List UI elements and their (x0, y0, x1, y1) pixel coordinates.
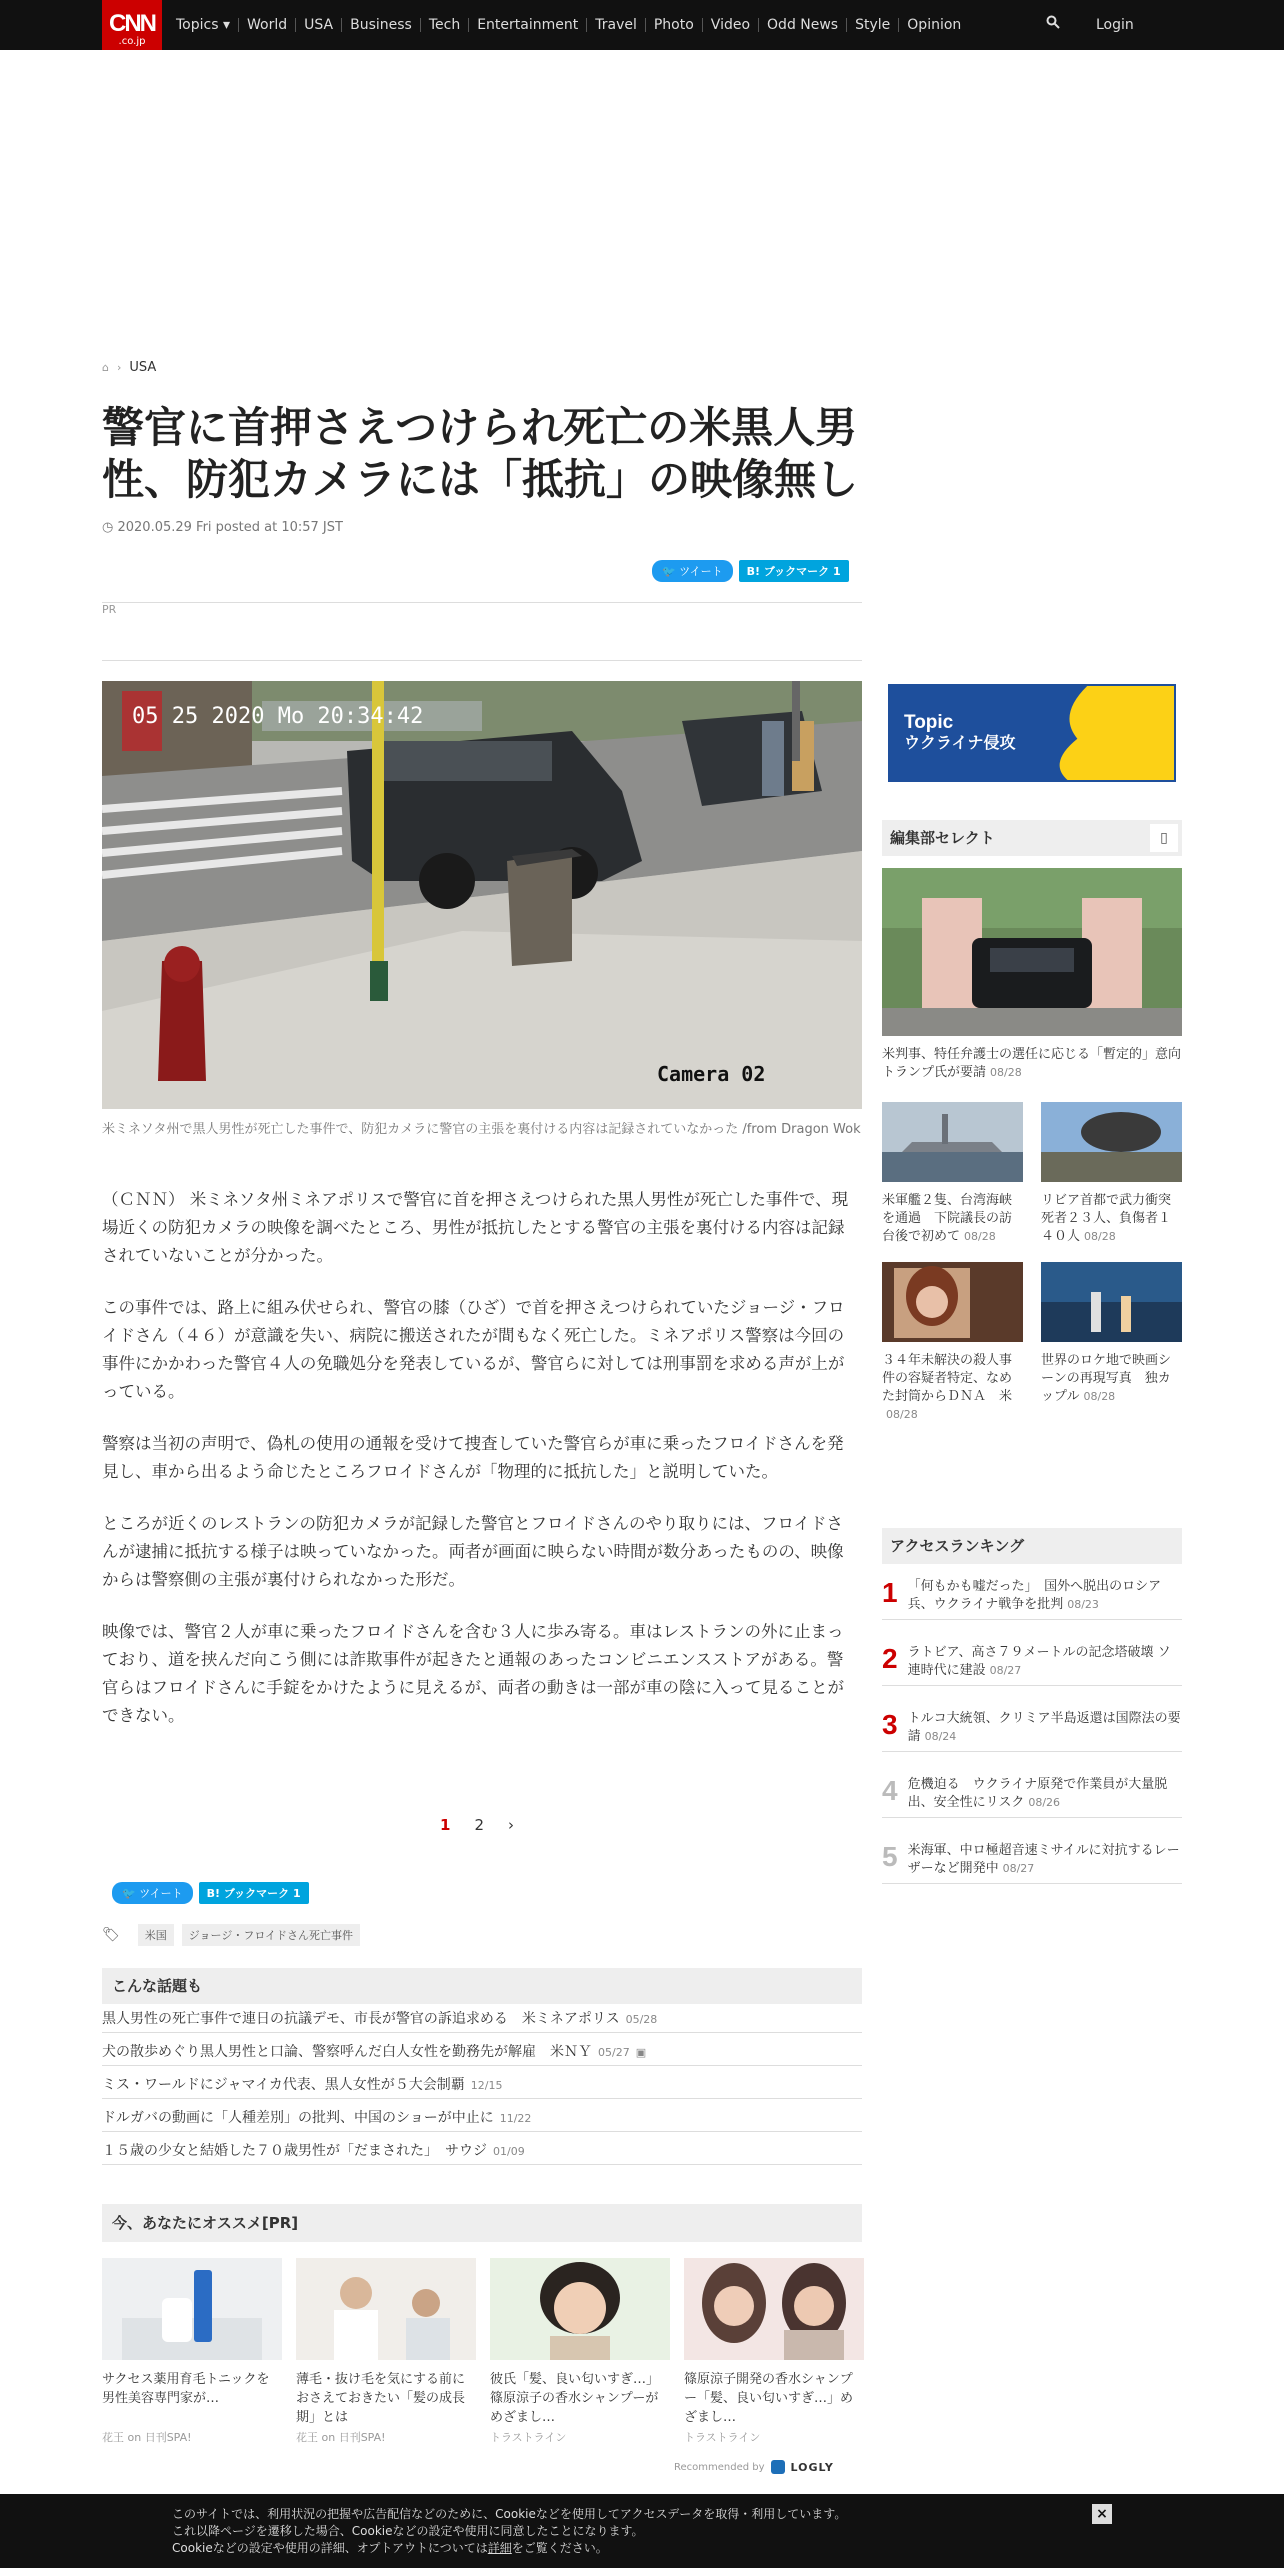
topic-banner[interactable] (888, 684, 1176, 782)
nav-style[interactable]: Style (846, 18, 898, 32)
recommend-card[interactable] (490, 2258, 670, 2445)
editor-item-text (882, 1352, 1023, 1424)
article-photo (102, 681, 862, 1109)
recommended-by (674, 2460, 834, 2474)
article-date (102, 520, 343, 535)
recommend-image (296, 2258, 476, 2360)
pagination (440, 1816, 514, 1834)
cookie-line-1: このサイトでは、利用状況の把握や広告配信などのために、Cookieなどを使用してアクセスデータを取得・利用しています。 (172, 2507, 847, 2521)
ranking-heading (882, 1528, 1182, 1564)
chevron-right-icon: › (116, 361, 122, 374)
editor-item-text (882, 1192, 1023, 1246)
search-icon[interactable] (1046, 14, 1060, 33)
hatena-bookmark-button[interactable] (199, 1882, 309, 1904)
recommend-source: トラストライン (684, 2431, 761, 2444)
hatena-label: B! ブックマーク (746, 565, 830, 578)
ranking-item[interactable] (882, 1702, 1182, 1752)
editor-title: 米軍艦２隻、台湾海峡を通過 下院議長の訪台後で初めて (882, 1193, 1013, 1244)
nav-opinion[interactable]: Opinion (898, 18, 969, 32)
editor-main-text (882, 1046, 1195, 1082)
tag-icon: 🏷 (102, 1927, 120, 1943)
related-date: 01/09 (493, 2145, 525, 2158)
related-heading: こんな話題も (102, 1968, 862, 2004)
paragraph: 映像では、警官２人が車に乗ったフロイドさんを含む３人に歩み寄る。車はレストランの外に止まっており、道を挟んだ向こう側には詐欺事件が起きたと通報のあったコンビニエンスストアがある。警官らはフロイドさんに手錠をかけたように見えるが、両者の動きは一部が車の陰に入って見ることができない。 (102, 1622, 845, 1725)
cookie-line-3 (172, 2540, 846, 2557)
editor-item-image (882, 1102, 1023, 1182)
rank-number: 3 (882, 1709, 898, 1740)
related-item[interactable] (102, 2105, 862, 2132)
paragraph: （ＣＮＮ） 米ミネソタ州ミネアポリスで警官に首を押さえつけられた黒人男性が死亡した事件で、現場近くの防犯カメラの映像を調べたところ、男性が抵抗したとする警官の主張を裏付ける内容は記録されていないことが分かった。 (102, 1190, 849, 1265)
hatena-label: B! ブックマーク (206, 1887, 290, 1900)
cookie-line-2: これ以降ページを遷移した場合、Cookieなどの設定や使用に同意したことになります。 (172, 2524, 644, 2538)
related-item[interactable] (102, 2006, 862, 2033)
hatena-count: 1 (292, 1887, 301, 1900)
recommend-image (490, 2258, 670, 2360)
nav-topics[interactable]: Topics ▾ (176, 17, 230, 33)
topic-banner-title: ウクライナ侵攻 (904, 735, 1016, 752)
nav-video[interactable]: Video (702, 18, 758, 32)
pr-divider (102, 602, 862, 603)
breadcrumb-usa[interactable]: USA (129, 360, 157, 375)
nav-entertainment[interactable]: Entertainment (468, 18, 586, 32)
related-title: 犬の散歩めぐり黒人男性と口論、警察呼んだ白人女性を勤務先が解雇 米ＮＹ (102, 2044, 592, 2060)
editor-main-image (882, 868, 1182, 1036)
nav-photo[interactable]: Photo (645, 18, 702, 32)
photo-camera-label: Camera 02 (657, 1062, 766, 1086)
editor-item-image (1041, 1102, 1182, 1182)
clock-icon: ◷ (102, 520, 118, 535)
editor-date: 08/28 (990, 1066, 1022, 1079)
editor-title: 米判事、特任弁護士の選任に応じる「暫定的」意向 トランプ氏が要請 (882, 1047, 1195, 1080)
share-buttons-bottom (112, 1882, 309, 1904)
ranking-item[interactable] (882, 1570, 1182, 1620)
page-1[interactable]: 1 (440, 1816, 451, 1834)
rank-text (908, 1776, 1182, 1809)
paragraph: この事件では、路上に組み伏せられ、警官の膝（ひざ）で首を押さえつけられていたジョージ・フロイドさん（４６）が意識を失い、病院に搬送されたが間もなく死亡した。ミネアポリス警察は今回の事件にかかわった警官４人の免職処分を発表しているが、警官らに対しては刑事罰を求める声が上がっている。 (102, 1298, 845, 1401)
related-title: １５歳の少女と結婚した７０歳男性が「だまされた」 サウジ (102, 2143, 487, 2159)
hatena-count: 1 (832, 565, 841, 578)
recommended-by-label: Recommended by (674, 2461, 765, 2473)
related-date: 12/15 (470, 2079, 503, 2092)
related-date: 11/22 (499, 2112, 532, 2125)
cookie-banner (0, 2494, 1284, 2568)
paragraph: 警察は当初の声明で、偽札の使用の通報を受けて捜査していた警官らが車に乗ったフロイドさんを発見し、車から出るよう命じたところフロイドさんが「物理的に抵抗した」と説明していた。 (102, 1434, 844, 1481)
tag-item[interactable]: ジョージ・フロイドさん死亡事件 (182, 1924, 360, 1946)
rank-title: ラトビア、高さ７９メートルの記念塔破壊 ソ連時代に建設 (907, 1645, 1171, 1678)
recommend-card[interactable] (296, 2258, 476, 2445)
ranking-item[interactable] (882, 1768, 1182, 1818)
rank-number: 5 (882, 1841, 898, 1872)
logly-logo[interactable]: LOGLY (790, 2460, 834, 2474)
recommend-title: 篠原涼子開発の香水シャンプー「髪、良い匂いすぎ…」めざまし… (684, 2372, 854, 2425)
related-title: 黒人男性の死亡事件で連日の抗議デモ、市長が警官の訴追求める 米ミネアポリス (102, 2011, 620, 2027)
nav-usa[interactable]: USA (295, 18, 341, 32)
title-line-1: 警官に首押さえつけられ死亡の米黒人男 (102, 403, 858, 452)
editor-date: 08/28 (1083, 1390, 1116, 1403)
ad-space (0, 50, 1284, 350)
editor-date: 08/28 (886, 1408, 918, 1421)
recommend-source: 花王 on 日刊SPA! (296, 2431, 386, 2444)
next-page-icon[interactable]: › (507, 1816, 514, 1834)
editor-title: リビア首都で武力衝突 死者２３人、負傷者１４０人 (1041, 1193, 1185, 1244)
date-text: 2020.05.29 Fri posted at 10:57 JST (117, 520, 343, 535)
ranking-item[interactable] (882, 1834, 1182, 1884)
rank-number: 2 (882, 1643, 898, 1674)
page-2[interactable]: 2 (474, 1816, 484, 1834)
recommend-source: 花王 on 日刊SPA! (102, 2431, 192, 2444)
nav-tech[interactable]: Tech (420, 18, 468, 32)
editor-grid (882, 1102, 1185, 1424)
site-header (0, 0, 1284, 50)
share-buttons-top (652, 560, 849, 582)
hatena-bookmark-button[interactable] (739, 560, 849, 582)
pr-label: PR (102, 603, 122, 616)
rank-date: 08/23 (1067, 1598, 1099, 1611)
tag-item[interactable]: 米国 (138, 1924, 174, 1946)
rank-text (908, 1644, 1182, 1677)
breadcrumb (102, 360, 156, 375)
editor-date: 08/28 (1084, 1230, 1116, 1243)
recommend-source: トラストライン (490, 2431, 567, 2444)
editor-item[interactable] (1041, 1262, 1182, 1424)
login-link[interactable]: Login (1096, 17, 1134, 33)
editor-item-text (1041, 1352, 1182, 1406)
editor-item-text (1041, 1192, 1185, 1246)
rank-title: トルコ大統領、クリミア半島返還は国際法の要請 (907, 1711, 1181, 1744)
logly-logo-icon (771, 2460, 785, 2474)
related-date: 05/28 (625, 2013, 658, 2026)
twitter-icon: 🐦 (662, 565, 680, 578)
rank-number: 1 (882, 1577, 898, 1608)
rank-text (908, 1710, 1182, 1743)
tweet-button[interactable] (112, 1882, 193, 1904)
recommend-card[interactable] (102, 2258, 282, 2445)
recommend-heading: 今、あなたにオススメ[PR] (102, 2204, 862, 2242)
recommend-list (102, 2258, 864, 2445)
editor-item-image (882, 1262, 1023, 1342)
rank-title: 危機迫る ウクライナ原発で作業員が大量脱出、安全性にリスク (907, 1777, 1168, 1810)
article-title (102, 402, 862, 506)
editor-title: 世界のロケ地で映画シーンの再現写真 独カップル (1041, 1353, 1172, 1404)
recommend-title: 薄毛・抜け毛を気にする前におさえておきたい「髪の成長期」とは (296, 2372, 466, 2425)
related-title: ミス・ワールドにジャマイカ代表、黒人女性が５大会制覇 (102, 2077, 465, 2093)
twitter-icon: 🐦 (122, 1887, 140, 1900)
nav-world[interactable]: World (238, 18, 295, 32)
recommend-title: サクセス薬用育毛トニックを 男性美容専門家が… (102, 2372, 270, 2406)
editor-select-title: 編集部セレクト (890, 829, 995, 847)
related-list (102, 2006, 862, 2171)
related-item[interactable] (102, 2072, 862, 2099)
rank-date: 08/27 (1002, 1862, 1035, 1875)
rank-date: 08/26 (1028, 1796, 1061, 1809)
cookie-text (172, 2506, 846, 2557)
ranking-title: アクセスランキング (890, 1537, 1025, 1555)
more-icon[interactable]: ▯ (1150, 824, 1178, 852)
editor-item-image (1041, 1262, 1182, 1342)
recommend-title: 彼氏「髪、良い匂いすぎ…」篠原涼子の香水シャンプーがめざまし… (490, 2372, 660, 2425)
editor-select-heading (882, 820, 1182, 856)
editor-item[interactable] (882, 1262, 1023, 1424)
tweet-label: ツイート (679, 565, 723, 578)
recommend-card[interactable] (684, 2258, 864, 2445)
article-body (102, 1186, 858, 1754)
logo-subtext: .co.jp (118, 36, 146, 47)
cookie-line-3-post: をご覧ください。 (511, 2541, 608, 2555)
topic-banner-text (904, 712, 1016, 754)
photo-caption: 米ミネソタ州で黒人男性が死亡した事件で、防犯カメラに警官の主張を裏付ける内容は記録されていなかった /from Dragon Wok (102, 1122, 861, 1137)
rank-text (908, 1842, 1182, 1875)
editor-item[interactable] (882, 1102, 1023, 1246)
ranking-item[interactable] (882, 1636, 1182, 1686)
camera-icon: ▣ (635, 2046, 647, 2059)
title-line-2: 性、防犯カメラには「抵抗」の映像無し (102, 455, 859, 504)
nav-odd-news[interactable]: Odd News (758, 18, 846, 32)
home-icon[interactable]: ⌂ (102, 361, 109, 374)
related-date: 05/27 (598, 2046, 630, 2059)
rank-text (908, 1578, 1182, 1611)
related-title: ドルガバの動画に「人種差別」の批判、中国のショーが中止に (102, 2110, 494, 2126)
rank-date: 08/27 (989, 1664, 1022, 1677)
recommend-image (684, 2258, 864, 2360)
nav-travel[interactable]: Travel (586, 18, 645, 32)
related-item[interactable] (102, 2039, 862, 2066)
tag-list (102, 1924, 360, 1946)
editor-item[interactable] (1041, 1102, 1185, 1246)
logo-text: CNN (109, 10, 155, 37)
divider (102, 660, 862, 661)
nav-business[interactable]: Business (341, 18, 420, 32)
topic-banner-label: Topic (904, 712, 954, 733)
paragraph: ところが近くのレストランの防犯カメラが記録した警官とフロイドさんのやり取りには、フロイドさんが逮捕に抵抗する様子は映っていなかった。両者が画面に映らない時間が数分あったものの、映像からは警察側の主張が裏付けられなかった形だ。 (102, 1514, 844, 1589)
editor-title: ３４年未解決の殺人事件の容疑者特定、なめた封筒からＤＮＡ 米 (882, 1353, 1013, 1404)
ranking-list (882, 1570, 1182, 1900)
main-nav (168, 0, 969, 50)
editor-date: 08/28 (964, 1230, 996, 1243)
tweet-button[interactable] (652, 560, 733, 582)
close-icon[interactable]: × (1092, 2504, 1112, 2524)
rank-title: 「何もかも嘘だった」 国外へ脱出のロシア兵、ウクライナ戦争を批判 (907, 1579, 1162, 1612)
recommend-image (102, 2258, 282, 2360)
rank-date: 08/24 (924, 1730, 957, 1743)
rank-title: 米海軍、中ロ極超音速ミサイルに対抗するレーザーなど開発中 (907, 1843, 1180, 1876)
tweet-label: ツイート (139, 1887, 183, 1900)
related-item[interactable] (102, 2138, 862, 2165)
photo-timestamp: 05 25 2020 Mo 20:34:42 (132, 704, 424, 729)
rank-number: 4 (882, 1775, 898, 1806)
cookie-line-3-pre: Cookieなどの設定や使用の詳細、オプトアウトについては (172, 2541, 488, 2555)
editor-main-item[interactable] (882, 868, 1195, 1082)
cctv-image (102, 681, 862, 1109)
cookie-details-link[interactable]: 詳細 (487, 2541, 512, 2555)
